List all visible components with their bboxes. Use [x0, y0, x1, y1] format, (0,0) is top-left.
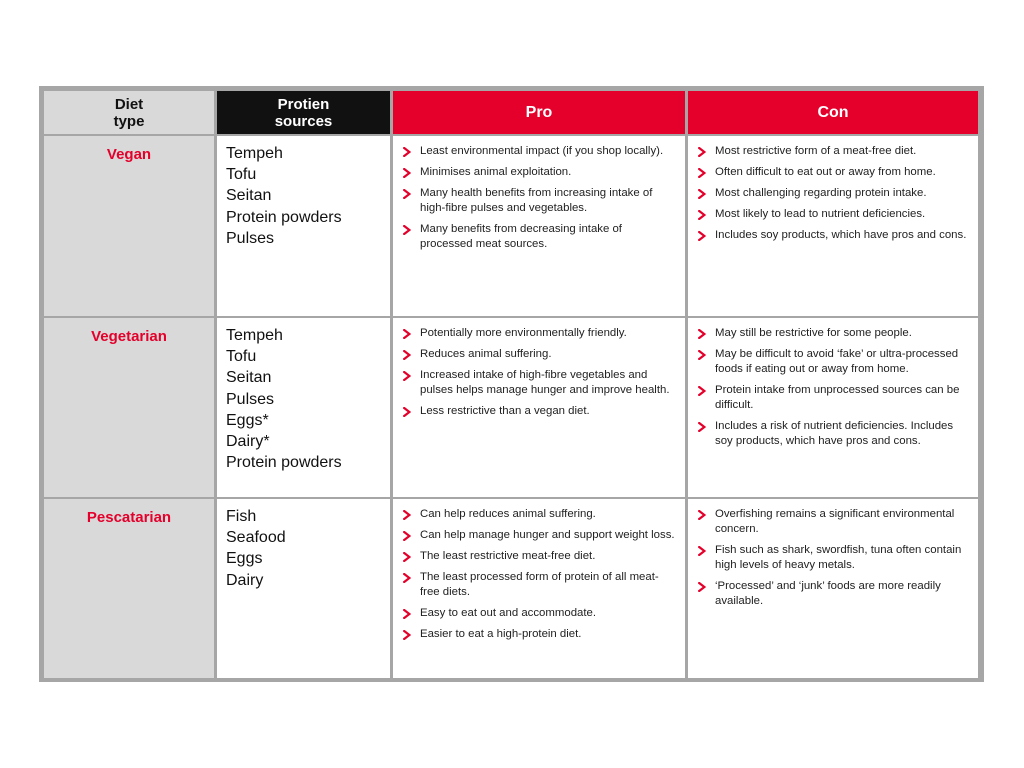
con-cell: [688, 499, 978, 678]
con-item: [698, 207, 970, 222]
protein-source-item: Tempeh: [226, 327, 283, 344]
con-item: [698, 507, 970, 537]
pro-item-text: The least processed form of protein of all meat-free diets.: [420, 571, 659, 598]
protein-source-item: Tofu: [226, 166, 257, 184]
chevron-right-icon: [698, 210, 706, 220]
con-item: [698, 579, 970, 609]
con-item-text: Includes a risk of nutrient deficiencies. Includes soy products, which have pros and cons.: [715, 420, 954, 447]
pro-item: [403, 326, 677, 341]
chevron-right-icon: [403, 147, 411, 157]
con-item: [698, 543, 970, 573]
con-list: [698, 507, 970, 609]
protein-source-item: Seitan: [226, 369, 272, 387]
protein-source-item: Eggs*: [226, 411, 269, 429]
con-item-text: Most likely to lead to nutrient deficiencies.: [715, 208, 926, 220]
diet-type-label: Vegan: [106, 146, 152, 163]
header-pro: Pro: [393, 91, 685, 134]
pro-item-text: Can help reduces animal suffering.: [420, 508, 596, 520]
pro-item-text: Reduces animal suffering.: [420, 348, 552, 360]
con-item-text: Overfishing remains a significant environmental concern.: [715, 508, 955, 535]
chevron-right-icon: [698, 510, 706, 520]
header-diet-type: Diet type: [44, 91, 214, 134]
con-list: [698, 326, 970, 449]
diet-type-cell: [44, 499, 214, 678]
pro-item-text: Easier to eat a high-protein diet.: [420, 628, 582, 640]
con-item: [698, 228, 970, 243]
protein-source-item: Seitan: [226, 187, 272, 205]
con-item-text: Most challenging regarding protein intake.: [715, 187, 927, 199]
pro-item-text: Increased intake of high-fibre vegetables and pulses helps manage hunger and improve health.: [420, 369, 670, 396]
protein-sources-list: [226, 506, 390, 591]
chevron-right-icon: [403, 609, 411, 619]
con-item-text: ‘Processed’ and ‘junk’ foods are more readily available.: [715, 580, 941, 607]
pro-item: [403, 222, 677, 252]
con-item-text: Most restrictive form of a meat-free diet.: [715, 145, 917, 157]
protein-sources-cell: [217, 318, 390, 497]
header-con: Con: [688, 91, 978, 134]
pro-item: [403, 347, 677, 362]
pro-item: [403, 404, 677, 419]
protein-source-item: Eggs: [226, 550, 263, 568]
con-cell: [688, 318, 978, 497]
chevron-right-icon: [403, 407, 411, 417]
pro-cell: [393, 318, 685, 497]
con-item: [698, 144, 970, 159]
chevron-right-icon: [698, 546, 706, 556]
protein-source-item: Dairy*: [226, 433, 270, 451]
pro-item-text: Least environmental impact (if you shop locally).: [420, 145, 664, 157]
con-item-text: Includes soy products, which have pros and cons.: [715, 229, 967, 241]
con-item: [698, 347, 970, 377]
chevron-right-icon: [698, 350, 706, 360]
pro-list: [403, 326, 677, 419]
protein-source-item: Tempeh: [226, 145, 283, 162]
chevron-right-icon: [403, 630, 411, 640]
protein-source-item: Pulses: [226, 229, 275, 247]
con-item: [698, 165, 970, 180]
protein-source-item: Fish: [226, 508, 257, 525]
chevron-right-icon: [698, 147, 706, 157]
chevron-right-icon: [698, 582, 706, 592]
con-item-text: Protein intake from unprocessed sources can be difficult.: [715, 384, 960, 411]
protein-source-item: Seafood: [226, 529, 286, 547]
pro-item: [403, 570, 677, 600]
diet-type-cell: [44, 136, 214, 316]
protein-sources-list: [226, 143, 390, 249]
pro-item: [403, 186, 677, 216]
chevron-right-icon: [403, 189, 411, 199]
protein-source-item: Protein powders: [226, 454, 342, 472]
protein-sources-cell: [217, 499, 390, 678]
con-item: [698, 419, 970, 449]
protein-sources-cell: [217, 136, 390, 316]
pro-list: [403, 507, 677, 642]
chevron-right-icon: [403, 531, 411, 541]
protein-source-item: Dairy: [226, 571, 264, 589]
header-protein-sources: Protien sources: [217, 91, 390, 134]
pro-item-text: Less restrictive than a vegan diet.: [420, 405, 590, 417]
chevron-right-icon: [403, 168, 411, 178]
pro-item-text: Potentially more environmentally friendly.: [420, 327, 627, 339]
pro-item-text: Can help manage hunger and support weight loss.: [420, 529, 675, 541]
pro-item-text: Many health benefits from increasing intake of high-fibre pulses and vegetables.: [420, 187, 653, 214]
protein-sources-list: [226, 325, 390, 473]
con-item-text: Often difficult to eat out or away from home.: [715, 166, 936, 178]
pro-item: [403, 144, 677, 159]
chevron-right-icon: [403, 573, 411, 583]
chevron-right-icon: [698, 386, 706, 396]
con-item: [698, 326, 970, 341]
pro-cell: [393, 136, 685, 316]
pro-item: [403, 507, 677, 522]
con-item-text: May still be restrictive for some people.: [715, 327, 912, 339]
pro-item: [403, 368, 677, 398]
diet-type-label: Pescatarian: [86, 509, 172, 526]
pro-item: [403, 627, 677, 642]
chevron-right-icon: [403, 225, 411, 235]
chevron-right-icon: [403, 371, 411, 381]
chevron-right-icon: [698, 422, 706, 432]
diet-comparison-table: [39, 86, 984, 682]
pro-cell: [393, 499, 685, 678]
chevron-right-icon: [698, 168, 706, 178]
pro-item: [403, 528, 677, 543]
pro-item: [403, 606, 677, 621]
con-cell: [688, 136, 978, 316]
protein-source-item: Tofu: [226, 348, 257, 366]
pro-item-text: The least restrictive meat-free diet.: [420, 550, 596, 562]
pro-item: [403, 549, 677, 564]
con-item-text: Fish such as shark, swordfish, tuna often contain high levels of heavy metals.: [715, 544, 962, 571]
chevron-right-icon: [698, 231, 706, 241]
diet-type-cell: [44, 318, 214, 497]
con-item: [698, 186, 970, 201]
pro-item-text: Easy to eat out and accommodate.: [420, 607, 597, 619]
protein-source-item: Protein powders: [226, 208, 342, 226]
chevron-right-icon: [698, 329, 706, 339]
pro-item-text: Many benefits from decreasing intake of processed meat sources.: [420, 223, 622, 250]
con-item-text: May be difficult to avoid ‘fake’ or ultra-processed foods if eating out or away from home.: [715, 348, 959, 375]
con-list: [698, 144, 970, 243]
chevron-right-icon: [403, 510, 411, 520]
pro-list: [403, 144, 677, 252]
chevron-right-icon: [403, 350, 411, 360]
con-item: [698, 383, 970, 413]
chevron-right-icon: [698, 189, 706, 199]
diet-type-label: Vegetarian: [91, 328, 167, 345]
chevron-right-icon: [403, 329, 411, 339]
pro-item-text: Minimises animal exploitation.: [420, 166, 572, 178]
protein-source-item: Pulses: [226, 390, 275, 408]
chevron-right-icon: [403, 552, 411, 562]
pro-item: [403, 165, 677, 180]
